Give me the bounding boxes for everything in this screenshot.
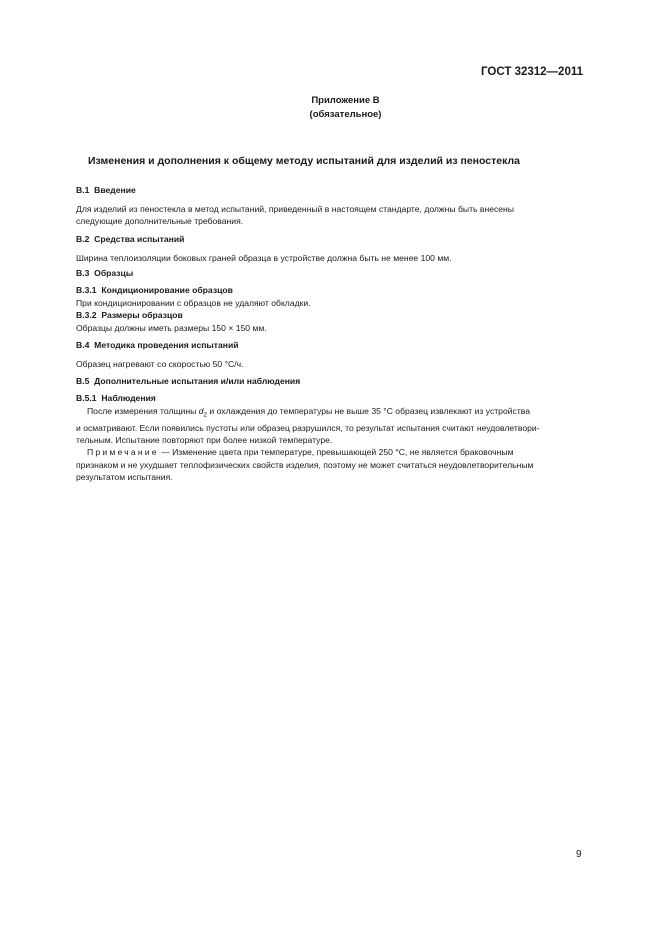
section-number: В.1 (76, 185, 90, 195)
section-number: В.4 (76, 340, 90, 350)
section-title: Образцы (94, 268, 134, 278)
section-title: Наблюдения (101, 393, 156, 403)
paragraph-line (76, 405, 582, 422)
thickness-variable: d (198, 405, 204, 416)
paragraph-line: Образцы должны иметь размеры 150 × 150 мм. (76, 322, 267, 333)
paragraph-line: тельным. Испытание повторяют при более низкой температуре. (76, 435, 333, 446)
paragraph-line: результатом испытания. (76, 472, 173, 482)
section-heading (76, 309, 582, 322)
paragraph-line: Ширина теплоизоляции боковых граней образца в устройстве должна быть не менее 100 мм. (76, 252, 452, 263)
section-b1 (76, 184, 582, 228)
section-heading (76, 233, 582, 246)
page-number: 9 (576, 849, 582, 860)
annex-status: (обязательное) (309, 109, 382, 120)
section-number: В.3.2 (76, 310, 97, 320)
note-label: Примечание (87, 447, 159, 457)
paragraph-line: и осматривают. Если появились пустоты или образец разрушился, то результат испытания считают неудовлетвори- (76, 422, 540, 433)
section-title: Методика проведения испытаний (94, 340, 239, 350)
section-b5 (76, 375, 582, 388)
section-number: В.3.1 (76, 285, 97, 295)
variable-subscript: 2 (203, 411, 208, 419)
standard-number: ГОСТ 32312—2011 (481, 66, 583, 78)
section-number: В.3 (76, 268, 90, 278)
section-title: Введение (94, 185, 136, 195)
section-b3 (76, 267, 582, 280)
section-number: В.2 (76, 234, 90, 244)
paragraph-line: Образец нагревают со скоростью 50 °С/ч. (76, 358, 244, 369)
section-heading (76, 375, 582, 388)
annex-title: Приложение В (311, 95, 380, 106)
text-run: После измерения толщины (87, 405, 199, 416)
section-b2 (76, 233, 582, 264)
section-heading (76, 339, 582, 352)
paragraph-line: Для изделий из пеностекла в метод испытаний, приведенный в настоящем стандарте, должны быть внесены (76, 203, 514, 214)
section-title: Средства испытаний (94, 234, 185, 244)
paragraph-line (76, 446, 582, 459)
text-run: — Изменение цвета при температуре, превышающей 250 °С, не является браковочным (158, 447, 514, 457)
section-number: В.5 (76, 376, 90, 386)
annex-heading (0, 94, 661, 122)
section-title: Кондиционирование образцов (101, 285, 233, 295)
section-heading (76, 184, 582, 197)
section-heading (76, 267, 582, 280)
section-heading (76, 392, 582, 405)
section-heading (76, 284, 582, 297)
paragraph-line: признаком и не ухудшает теплофизических свойств изделия, поэтому не может считаться неудовлетворительным (76, 459, 534, 470)
section-b51 (76, 392, 582, 447)
paragraph-line: При кондиционировании с образцов не удаляют обкладки. (76, 297, 311, 308)
section-title: Размеры образцов (101, 310, 183, 320)
section-b4 (76, 339, 582, 370)
section-b31 (76, 284, 582, 334)
section-title: Дополнительные испытания и/или наблюдения (94, 376, 301, 386)
section-number: В.5.1 (76, 393, 97, 403)
text-run: и охлаждения до температуры не выше 35 °С образец извлекают из устройства (207, 405, 531, 416)
document-title: Изменения и дополнения к общему методу испытаний для изделий из пеностекла (88, 155, 521, 167)
paragraph-line: следующие дополнительные требования. (76, 216, 244, 226)
note-block (76, 446, 582, 484)
